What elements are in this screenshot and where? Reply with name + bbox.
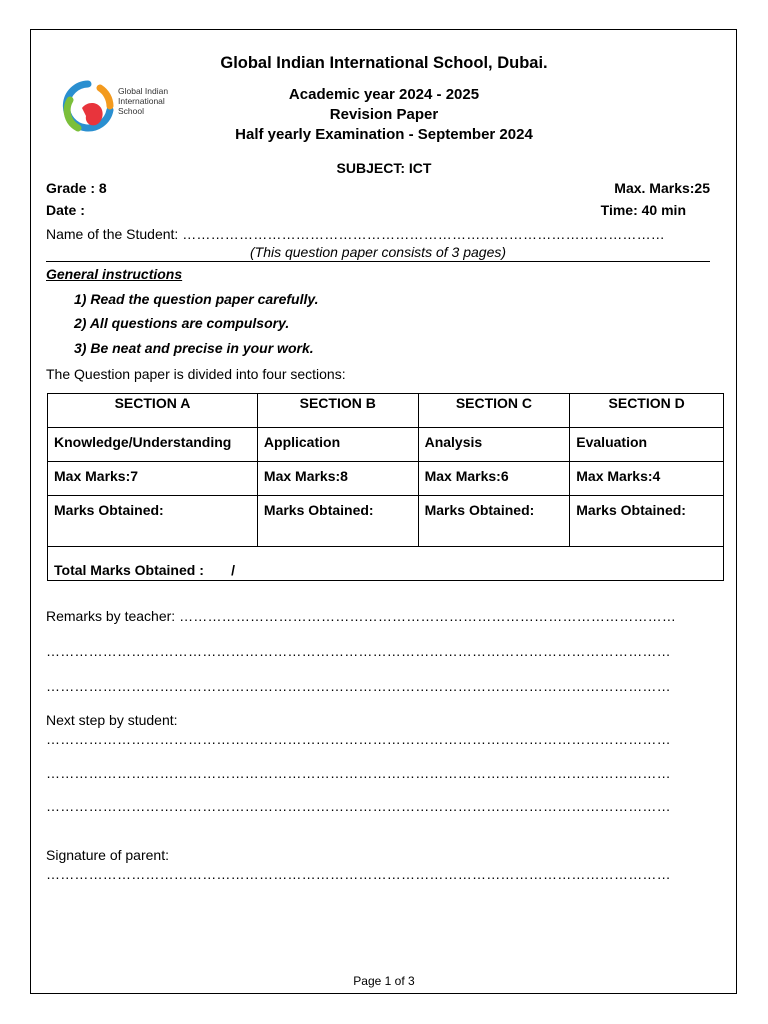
section-header: SECTION B (257, 394, 418, 428)
paper-type: Revision Paper (329, 106, 439, 123)
dotted-line: …………………………………………………………………………………………………………………… (46, 678, 671, 694)
max-marks: Max. Marks:25 (614, 180, 710, 196)
teacher-remarks-line (46, 608, 710, 624)
subject: SUBJECT: ICT (336, 160, 432, 176)
page-number: Page 1 of 3 (353, 974, 415, 988)
school-name: Global Indian International School, Dubai. (220, 54, 548, 72)
logo-text: Global Indian International School (118, 86, 169, 116)
dotted-line: …………………………………………………………………………………………………………………… (46, 765, 671, 781)
section-max-marks: Max Marks:8 (257, 462, 418, 496)
section-obtained: Marks Obtained: (257, 496, 418, 547)
student-name-label: Name of the Student: (46, 226, 183, 242)
section-type: Knowledge/Understanding (48, 428, 258, 462)
instruction-item: 2) All questions are compulsory. (74, 315, 290, 331)
table-row (48, 462, 724, 496)
section-header: SECTION C (418, 394, 570, 428)
total-marks: Total Marks Obtained : / (48, 547, 724, 581)
student-next-step-label: Next step by student: (46, 712, 178, 728)
instruction-item: 3) Be neat and precise in your work. (74, 340, 314, 356)
section-header: SECTION A (48, 394, 258, 428)
pages-note: (This question paper consists of 3 pages) (46, 244, 710, 262)
instruction-item: 1) Read the question paper carefully. (74, 291, 319, 307)
academic-year: Academic year 2024 - 2025 (288, 86, 480, 103)
table-row (48, 428, 724, 462)
dotted-line: …………………………………………………………………………………………………………………… (46, 866, 671, 882)
table-row (48, 394, 724, 428)
table-row (48, 496, 724, 547)
teacher-remarks-label: Remarks by teacher: (46, 608, 180, 624)
dotted-line: …………………………………………………………………………………………………………………… (46, 731, 671, 747)
date: Date : (46, 202, 85, 218)
section-type: Evaluation (570, 428, 724, 462)
exam-title: Half yearly Examination - September 2024 (235, 126, 533, 143)
grade: Grade : 8 (46, 180, 107, 196)
sections-intro: The Question paper is divided into four sections: (46, 366, 346, 382)
section-type: Analysis (418, 428, 570, 462)
section-header: SECTION D (570, 394, 724, 428)
section-type: Application (257, 428, 418, 462)
dotted-line: ………………………………………………………………………………………… (182, 226, 666, 242)
section-max-marks: Max Marks:7 (48, 462, 258, 496)
sections-table (47, 393, 724, 581)
section-obtained: Marks Obtained: (570, 496, 724, 547)
time: Time: 40 min (600, 202, 686, 218)
section-max-marks: Max Marks:6 (418, 462, 570, 496)
section-obtained: Marks Obtained: (418, 496, 570, 547)
dotted-line: …………………………………………………………………………………………………………………… (46, 798, 671, 814)
dotted-line: …………………………………………………………………………………………… (179, 608, 677, 624)
section-max-marks: Max Marks:4 (570, 462, 724, 496)
dotted-line: …………………………………………………………………………………………………………………… (46, 643, 671, 659)
section-obtained: Marks Obtained: (48, 496, 258, 547)
parent-signature-label: Signature of parent: (46, 847, 169, 863)
instructions-heading: General instructions (46, 266, 183, 282)
table-row (48, 547, 724, 581)
student-name-line (46, 226, 710, 242)
